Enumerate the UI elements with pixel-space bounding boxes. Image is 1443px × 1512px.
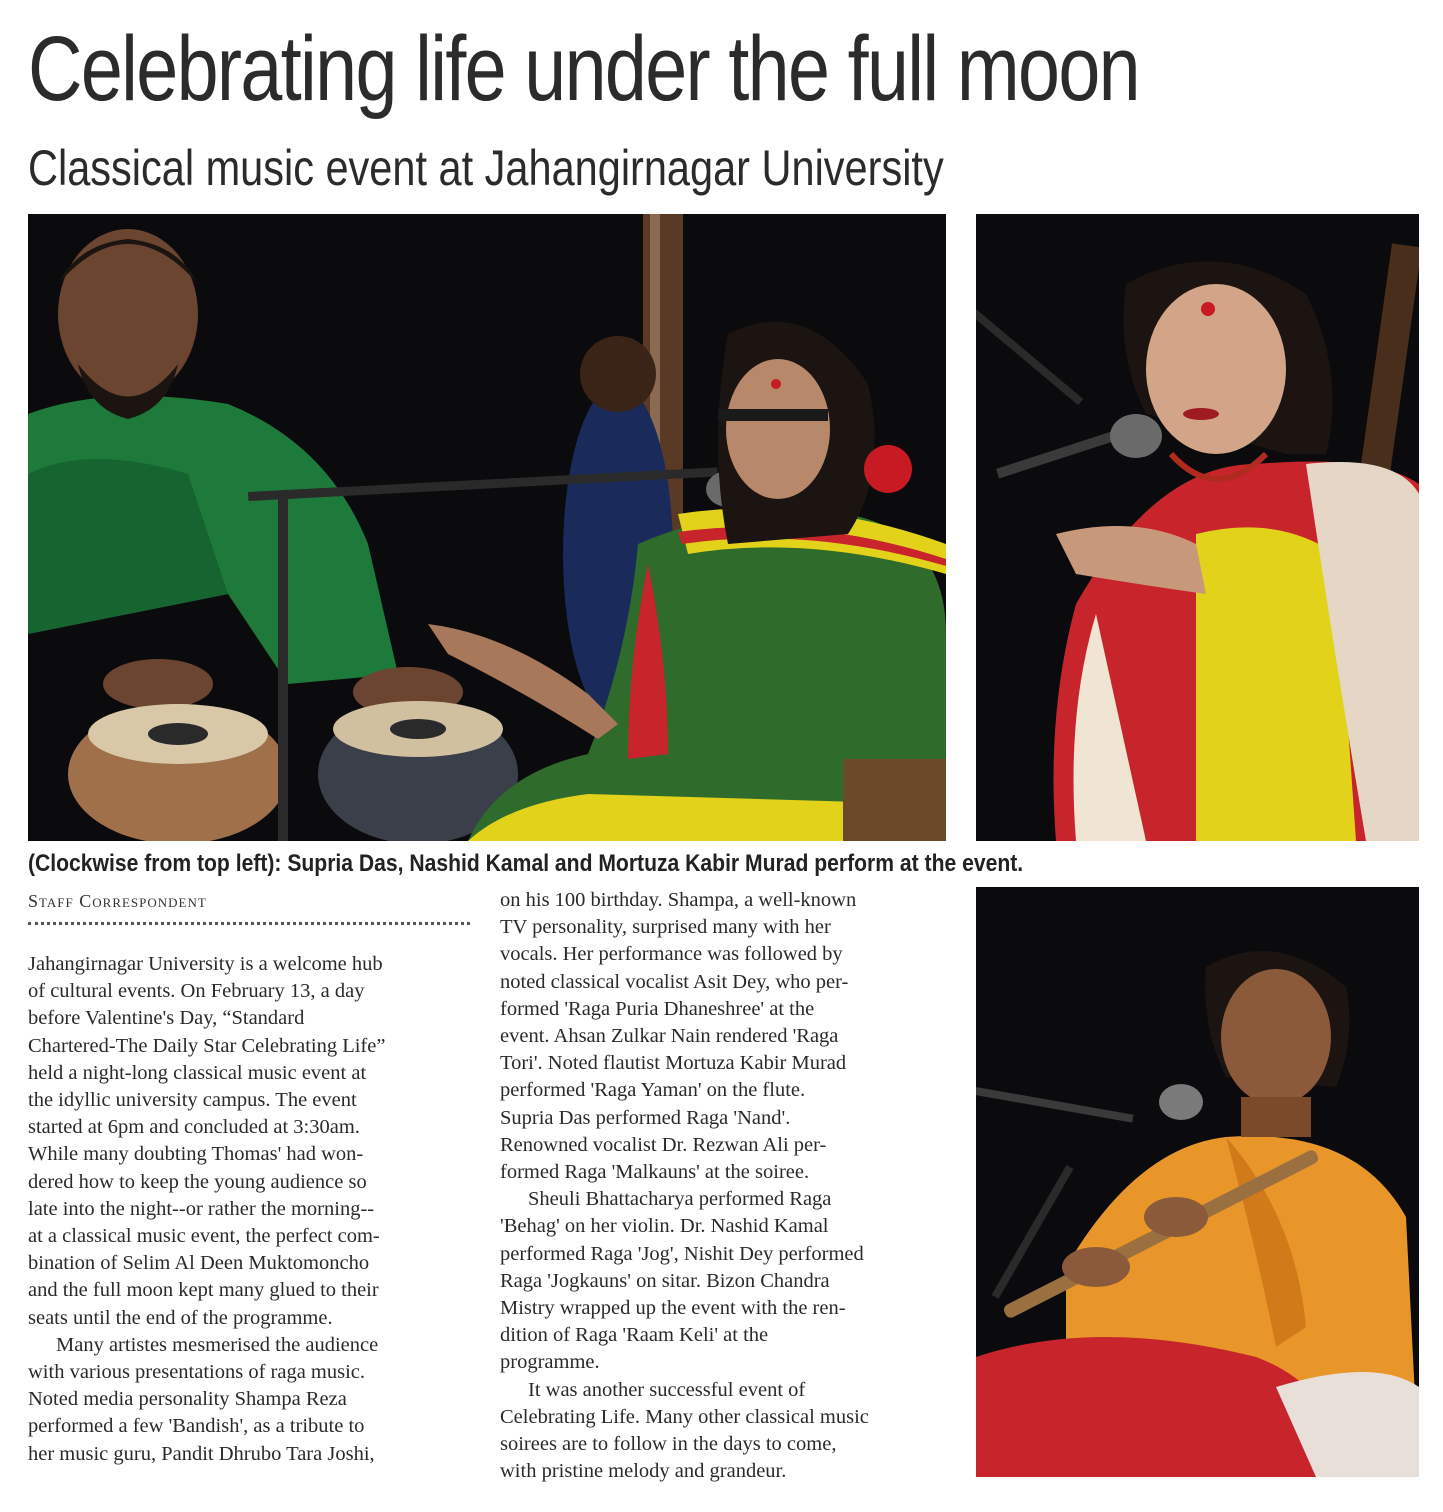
column1-line: seats until the end of the programme. bbox=[28, 1306, 333, 1329]
column1-line: late into the night--or rather the morning-- bbox=[28, 1197, 375, 1220]
photo-tabla-and-vocalist-illustration bbox=[28, 214, 946, 841]
column2-line: soirees are to follow in the days to come, bbox=[500, 1433, 837, 1456]
column1-line: at a classical music event, the perfect com- bbox=[28, 1225, 380, 1248]
column2-line: programme. bbox=[500, 1351, 600, 1374]
column2-line: Raga 'Jogkauns' on sitar. Bizon Chandra bbox=[500, 1269, 830, 1292]
column1-line: While many doubting Thomas' had won- bbox=[28, 1143, 364, 1166]
byline: Staff Correspondent bbox=[28, 891, 207, 911]
photo-flautist bbox=[976, 887, 1419, 1477]
column1-line: held a night-long classical music event at bbox=[28, 1061, 367, 1084]
column1-line: the idyllic university campus. The event bbox=[28, 1089, 357, 1112]
photo-flautist-illustration bbox=[976, 887, 1419, 1477]
column2-line: vocals. Her performance was followed by bbox=[500, 943, 843, 966]
photo-vocalist-red-saree bbox=[976, 214, 1419, 841]
column2-line: Mistry wrapped up the event with the ren- bbox=[500, 1297, 846, 1320]
column2-line: noted classical vocalist Asit Dey, who per- bbox=[500, 970, 849, 993]
column2-line: It was another successful event of bbox=[528, 1378, 806, 1401]
column2-line: Renowned vocalist Dr. Rezwan Ali per- bbox=[500, 1133, 827, 1156]
column1-line: her music guru, Pandit Dhrubo Tara Joshi, bbox=[28, 1442, 375, 1465]
column1-line: before Valentine's Day, “Standard bbox=[28, 1007, 305, 1030]
column2-line: Tori'. Noted flautist Mortuza Kabir Murad bbox=[500, 1052, 847, 1075]
column2-line: 'Behag' on her violin. Dr. Nashid Kamal bbox=[500, 1215, 829, 1238]
column2-line: with pristine melody and grandeur. bbox=[500, 1460, 787, 1483]
column2-line: TV personality, surprised many with her bbox=[500, 916, 831, 939]
column1-line: of cultural events. On February 13, a day bbox=[28, 980, 365, 1003]
column1-line: and the full moon kept many glued to their bbox=[28, 1279, 379, 1302]
subheadline: Classical music event at Jahangirnagar University bbox=[28, 140, 944, 196]
column2-line: Sheuli Bhattacharya performed Raga bbox=[528, 1188, 832, 1211]
column1-line: bination of Selim Al Deen Muktomoncho bbox=[28, 1252, 370, 1275]
column1-line: with various presentations of raga music. bbox=[28, 1361, 366, 1384]
column1-line: Jahangirnagar University is a welcome hub bbox=[28, 953, 383, 975]
column2-line: performed Raga 'Jog', Nishit Dey performed bbox=[500, 1242, 864, 1265]
headline: Celebrating life under the full moon bbox=[28, 18, 1139, 120]
column1-line: performed a few 'Bandish', as a tribute to bbox=[28, 1415, 365, 1438]
photo-caption: (Clockwise from top left): Supria Das, Nashid Kamal and Mortuza Kabir Murad perform at the event. bbox=[28, 850, 1024, 877]
article-column-1 bbox=[28, 951, 478, 1468]
photo-vocalist-red-saree-illustration bbox=[976, 214, 1419, 841]
column2-line: dition of Raga 'Raam Keli' at the bbox=[500, 1324, 769, 1347]
column2-line: Celebrating Life. Many other classical music bbox=[500, 1405, 869, 1428]
photo-tabla-and-vocalist bbox=[28, 214, 946, 841]
column1-line: started at 6pm and concluded at 3:30am. bbox=[28, 1116, 360, 1139]
column2-line: event. Ahsan Zulkar Nain rendered 'Raga bbox=[500, 1025, 839, 1048]
column2-line: Supria Das performed Raga 'Nand'. bbox=[500, 1106, 791, 1129]
column1-line: Chartered-The Daily Star Celebrating Life” bbox=[28, 1034, 386, 1057]
column1-line: Many artistes mesmerised the audience bbox=[56, 1333, 379, 1356]
column2-line: formed 'Raga Puria Dhaneshree' at the bbox=[500, 997, 815, 1020]
article-column-2 bbox=[500, 887, 950, 1485]
column1-line: dered how to keep the young audience so bbox=[28, 1170, 367, 1193]
column2-line: formed Raga 'Malkauns' at the soiree. bbox=[500, 1161, 810, 1184]
byline-divider bbox=[28, 922, 470, 925]
column2-line: performed 'Raga Yaman' on the flute. bbox=[500, 1079, 806, 1102]
column1-line: Noted media personality Shampa Reza bbox=[28, 1388, 347, 1411]
column2-line: on his 100 birthday. Shampa, a well-known bbox=[500, 889, 857, 911]
